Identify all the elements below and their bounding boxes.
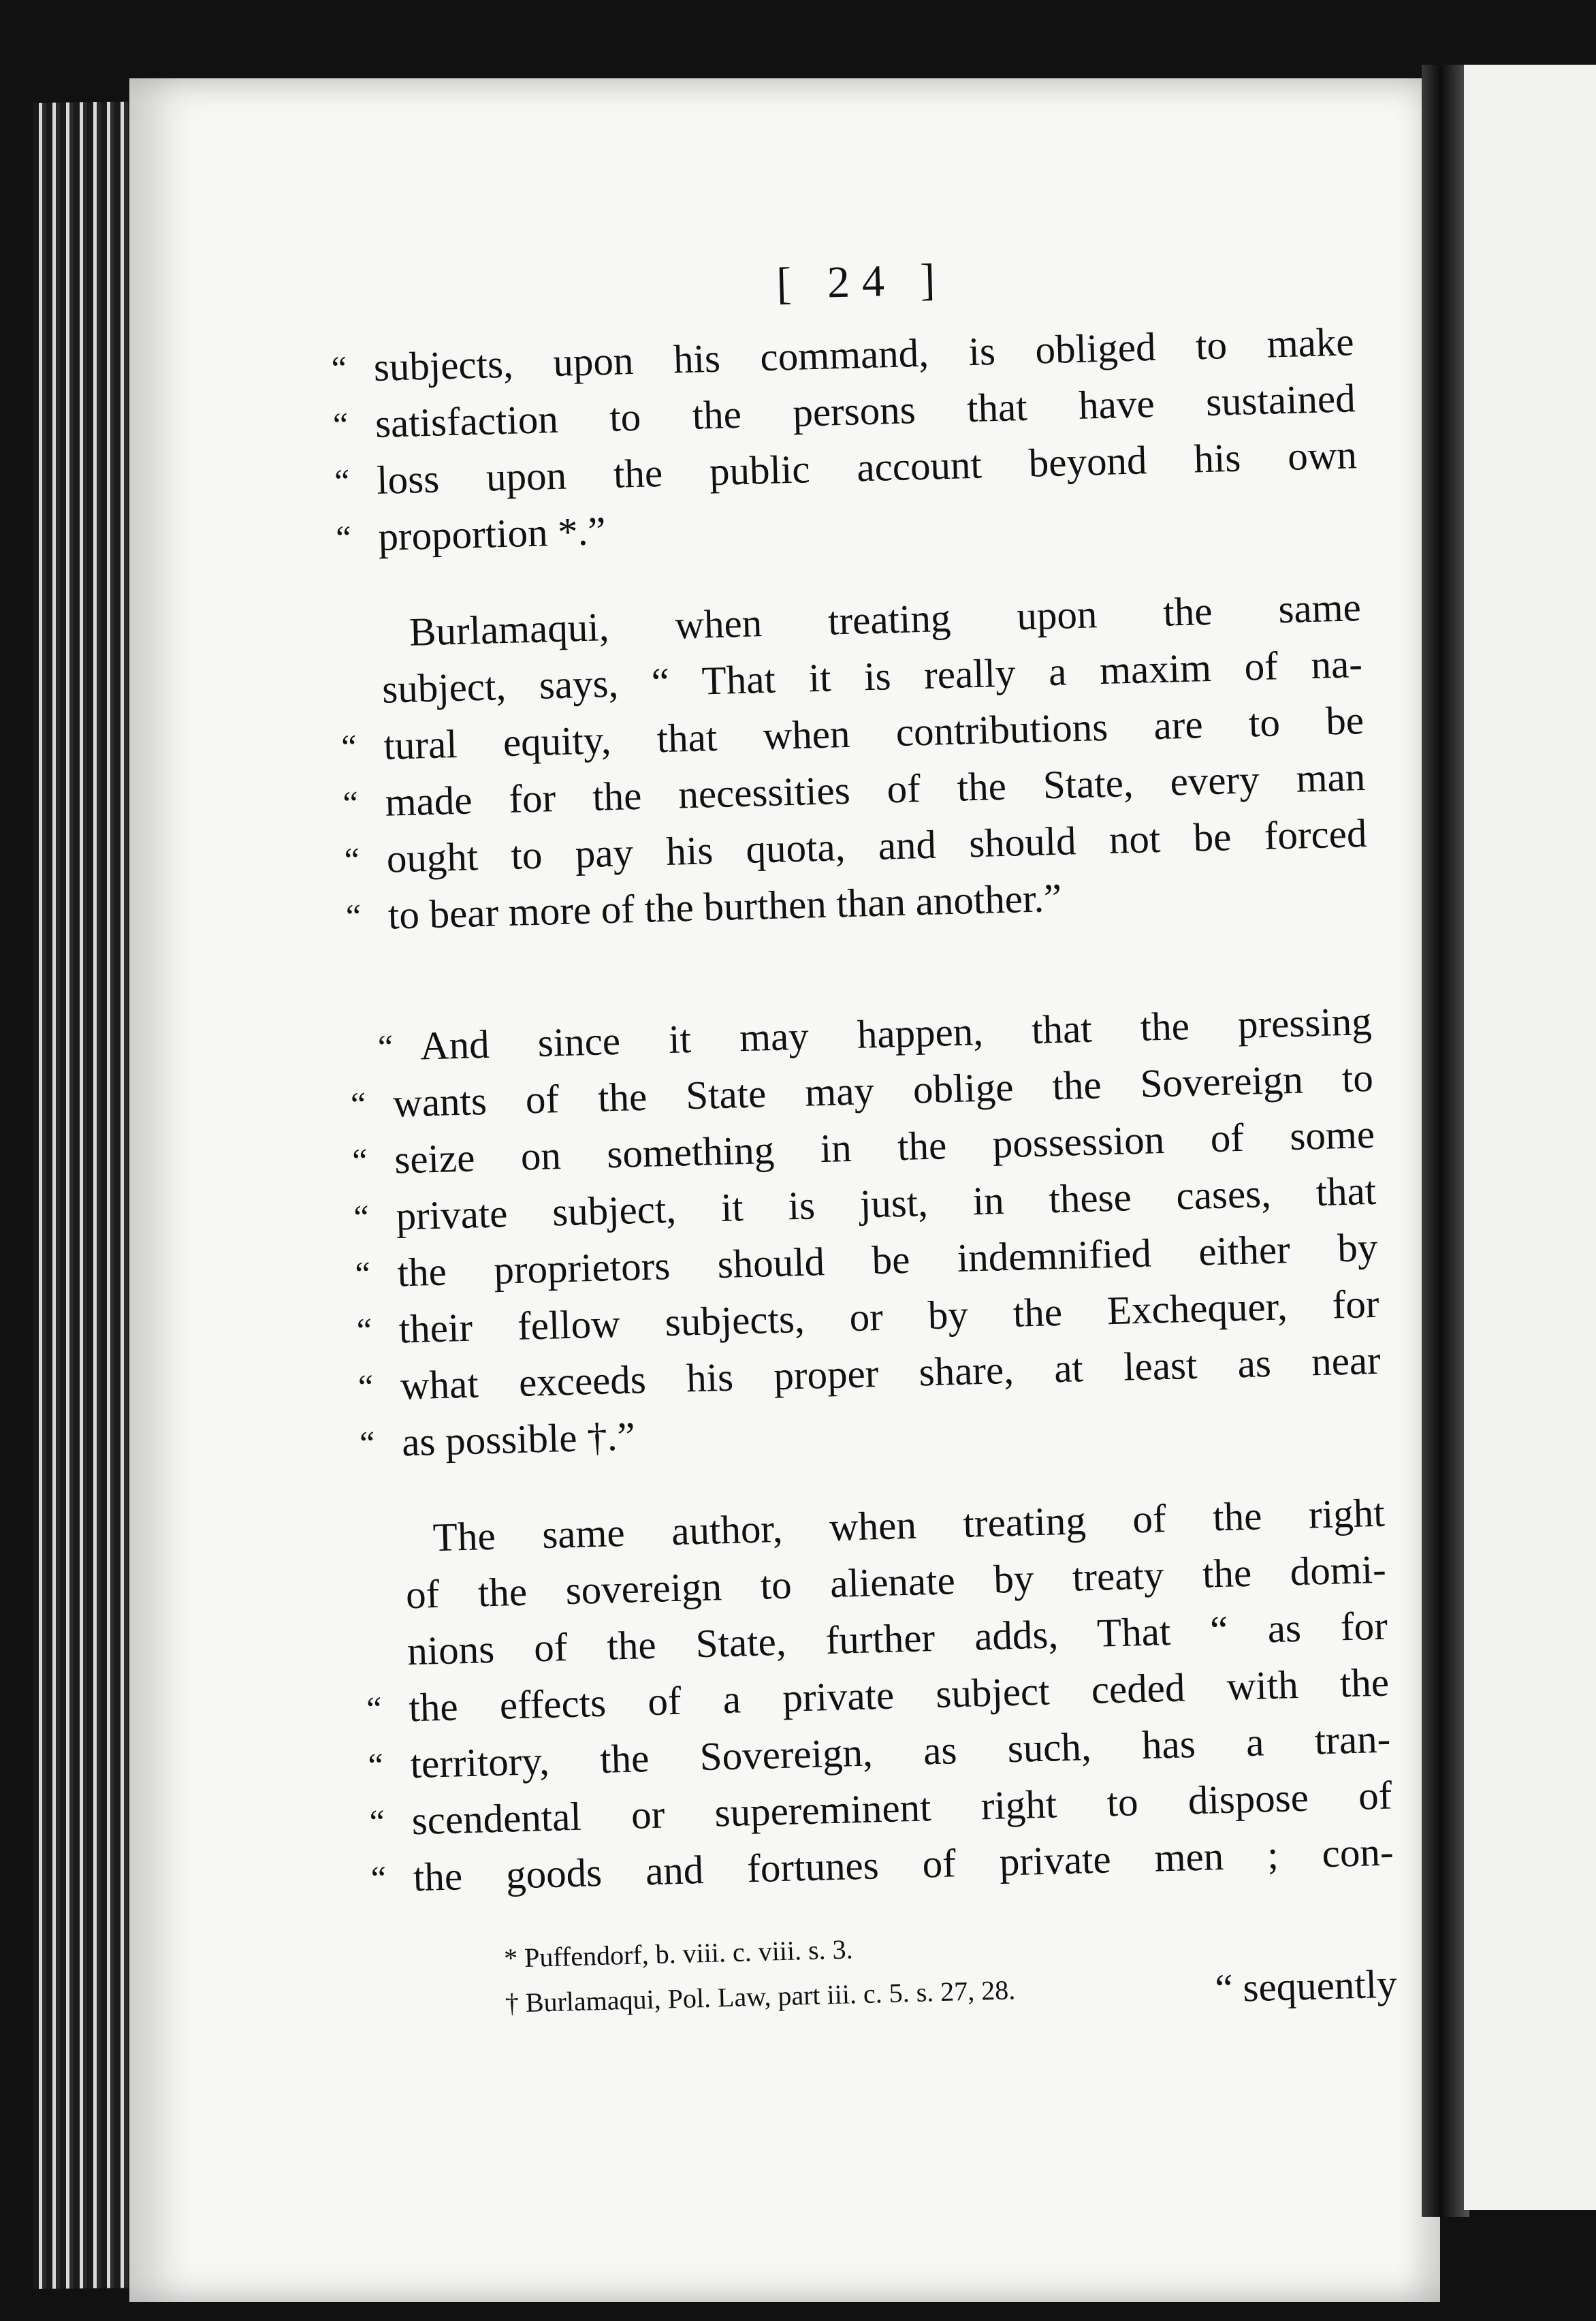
footnote: * Puffendorf, b. viii. c. viii. s. 3. bbox=[503, 1933, 854, 1974]
text-line: “ territory, the Sovereign, as such, has a tran- bbox=[410, 1711, 1392, 1793]
quote-mark: “ bbox=[359, 1423, 376, 1463]
quote-mark: “ bbox=[357, 1367, 374, 1406]
quote-mark: “ bbox=[366, 1689, 383, 1728]
text-line: “ the goods and fortunes of private men ; con- bbox=[413, 1824, 1394, 1906]
quote-mark: “ bbox=[356, 1310, 372, 1350]
paragraph bbox=[331, 313, 1359, 565]
text-line: “ private subject, it is just, in these cases, that bbox=[395, 1163, 1377, 1245]
quote-mark: “ bbox=[353, 1197, 370, 1237]
quote-mark: “ bbox=[340, 727, 357, 766]
text-line: “ satisfaction to the persons that have sustained bbox=[374, 370, 1356, 452]
paragraph bbox=[366, 1485, 1394, 1906]
quote-mark: “ bbox=[355, 1254, 371, 1293]
text-line: “ And since it may happen, that the pressing bbox=[391, 993, 1373, 1075]
text-line: “ wants of the State may oblige the Sovereign to bbox=[392, 1049, 1374, 1132]
paragraph bbox=[350, 993, 1383, 1470]
text-line: “ to bear more of the burthen than another.” bbox=[387, 862, 1369, 944]
quote-mark: “ bbox=[332, 405, 349, 444]
text-line: “ scendental or supereminent right to dispose of bbox=[411, 1767, 1393, 1850]
quote-mark: “ bbox=[335, 518, 352, 557]
quote-mark: “ bbox=[331, 349, 347, 388]
quote-mark: “ bbox=[369, 1802, 385, 1841]
text-line: “ tural equity, that when contributions are to be bbox=[383, 692, 1364, 774]
quote-mark: “ bbox=[370, 1859, 387, 1897]
text-line: The same author, when treating of the right bbox=[432, 1489, 1386, 1560]
text-line: “ what exceeds his proper share, at least as near bbox=[400, 1332, 1382, 1415]
text-line: “ ought to pay his quota, and should not be forced bbox=[386, 805, 1368, 887]
quote-mark: “ bbox=[367, 1746, 384, 1784]
page-number: [ 24 ] bbox=[776, 254, 948, 309]
text-line: “ loss upon the public account beyond his own bbox=[376, 426, 1358, 509]
text-line: Burlamaqui, when treating upon the same bbox=[409, 584, 1362, 654]
text-line: “ as possible †.” bbox=[401, 1389, 1383, 1471]
paragraph bbox=[340, 579, 1369, 944]
quote-mark: “ bbox=[351, 1141, 368, 1180]
quote-mark: “ bbox=[345, 896, 362, 936]
quote-mark: “ bbox=[342, 783, 359, 823]
text-line: “ their fellow subjects, or by the Exchequer, for bbox=[398, 1276, 1380, 1358]
text-line: “ proportion *.” bbox=[377, 483, 1359, 565]
quote-mark: “ bbox=[344, 840, 360, 879]
quote-mark: “ bbox=[377, 1027, 394, 1067]
text-line: “ seize on something in the possession of some bbox=[394, 1106, 1375, 1188]
facing-page bbox=[1464, 65, 1596, 2210]
text-line: “ the proprietors should be indemnified either by bbox=[397, 1219, 1379, 1301]
quote-mark: “ bbox=[350, 1084, 367, 1124]
catchword: “ sequently bbox=[1214, 1961, 1398, 2011]
book-gutter bbox=[1422, 65, 1469, 2217]
footnote: † Burlamaqui, Pol. Law, part iii. c. 5. s. 27, 28. bbox=[505, 1974, 1016, 2019]
quote-mark: “ bbox=[334, 461, 351, 501]
text-line: nions of the State, further adds, That “ as for bbox=[406, 1602, 1388, 1674]
page-text bbox=[331, 240, 1398, 2030]
text-line: “ the effects of a private subject ceded with the bbox=[408, 1654, 1390, 1737]
text-line: “ subjects, upon his command, is obliged to make bbox=[373, 313, 1355, 396]
text-line: subject, says, “ That it is really a maxim of na- bbox=[381, 641, 1363, 712]
text-line: “ made for the necessities of the State, every man bbox=[385, 748, 1367, 831]
text-line: of the sovereign to alienate by treaty the domi- bbox=[405, 1546, 1387, 1617]
